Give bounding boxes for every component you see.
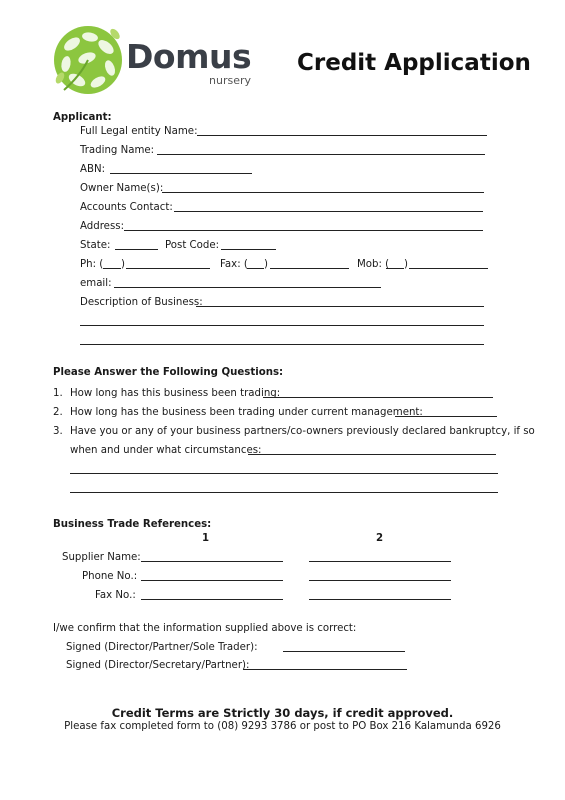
question-1-answer-field[interactable] xyxy=(263,397,493,398)
leaf-cluster-icon xyxy=(54,26,122,94)
address-field[interactable] xyxy=(124,230,483,231)
question-2-text: How long has the business been trading under current management: xyxy=(70,407,423,418)
owner-names-field[interactable] xyxy=(162,192,484,193)
description-field-line-3[interactable] xyxy=(80,344,484,345)
question-2-answer-field[interactable] xyxy=(395,416,497,417)
applicant-heading: Applicant: xyxy=(53,112,112,123)
abn-field[interactable] xyxy=(110,173,252,174)
mob-area-code-field[interactable] xyxy=(386,268,404,269)
ph-paren-close: ) xyxy=(121,259,125,270)
phone-no-1-field[interactable] xyxy=(141,580,283,581)
fax-no-1-field[interactable] xyxy=(141,599,283,600)
description-label: Description of Business: xyxy=(80,297,203,308)
full-legal-name-field[interactable] xyxy=(197,135,487,136)
fax-paren-close: ) xyxy=(264,259,268,270)
brand-name: Domus xyxy=(126,37,252,76)
brand-subtitle: nursery xyxy=(209,74,251,87)
fax-label: Fax: ( xyxy=(220,259,248,270)
fax-no-2-field[interactable] xyxy=(309,599,451,600)
references-heading: Business Trade References: xyxy=(53,519,212,530)
post-code-field[interactable] xyxy=(221,249,276,250)
supplier-name-1-field[interactable] xyxy=(141,561,283,562)
phone-no-2-field[interactable] xyxy=(309,580,451,581)
confirmation-statement: I/we confirm that the information supplied above is correct: xyxy=(53,623,357,634)
description-field-line-2[interactable] xyxy=(80,325,484,326)
fax-number-field[interactable] xyxy=(270,268,349,269)
submission-instructions: Please fax completed form to (08) 9293 3786 or post to PO Box 216 Kalamunda 6926 xyxy=(64,721,501,732)
ph-area-code-field[interactable] xyxy=(103,268,121,269)
description-field-line-1[interactable] xyxy=(196,306,484,307)
state-label: State: xyxy=(80,240,111,251)
email-label: email: xyxy=(80,278,112,289)
mob-label: Mob: ( xyxy=(357,259,390,270)
question-1-number: 1. xyxy=(53,388,63,399)
reference-column-2-header: 2 xyxy=(376,533,384,544)
credit-terms-notice: Credit Terms are Strictly 30 days, if credit approved. xyxy=(111,706,454,720)
supplier-name-2-field[interactable] xyxy=(309,561,451,562)
trading-name-label: Trading Name: xyxy=(80,145,155,156)
page-title: Credit Application xyxy=(297,50,531,76)
questions-heading: Please Answer the Following Questions: xyxy=(53,367,284,378)
full-legal-name-label: Full Legal entity Name: xyxy=(80,126,198,137)
question-3-number: 3. xyxy=(53,426,63,437)
question-1-text: How long has this business been trading: xyxy=(70,388,281,399)
owner-names-label: Owner Name(s): xyxy=(80,183,164,194)
ph-number-field[interactable] xyxy=(126,268,210,269)
question-3-text-line-2: when and under what circumstances: xyxy=(70,445,262,456)
fax-no-label: Fax No.: xyxy=(95,590,136,601)
email-field[interactable] xyxy=(114,287,381,288)
signature-director-trader-field[interactable] xyxy=(283,651,405,652)
fax-area-code-field[interactable] xyxy=(247,268,264,269)
question-3-text-line-1: Have you or any of your business partners/co-owners previously declared bankruptcy, if so xyxy=(70,426,535,437)
address-label: Address: xyxy=(80,221,125,232)
signed-director-trader-label: Signed (Director/Partner/Sole Trader): xyxy=(66,642,258,653)
post-code-label: Post Code: xyxy=(165,240,220,251)
mob-paren-close: ) xyxy=(404,259,408,270)
state-field[interactable] xyxy=(115,249,158,250)
question-3-answer-field-line-3[interactable] xyxy=(70,492,498,493)
mob-number-field[interactable] xyxy=(409,268,488,269)
ph-label: Ph: ( xyxy=(80,259,104,270)
trading-name-field[interactable] xyxy=(157,154,485,155)
question-3-answer-field-line-2[interactable] xyxy=(70,473,498,474)
signature-director-secretary-field[interactable] xyxy=(243,669,407,670)
phone-no-label: Phone No.: xyxy=(82,571,138,582)
question-2-number: 2. xyxy=(53,407,63,418)
supplier-name-label: Supplier Name: xyxy=(62,552,141,563)
signed-director-secretary-label: Signed (Director/Secretary/Partner): xyxy=(66,660,250,671)
accounts-contact-field[interactable] xyxy=(174,211,483,212)
abn-label: ABN: xyxy=(80,164,106,175)
question-3-answer-field-line-1[interactable] xyxy=(248,454,496,455)
accounts-contact-label: Accounts Contact: xyxy=(80,202,173,213)
reference-column-1-header: 1 xyxy=(202,533,210,544)
